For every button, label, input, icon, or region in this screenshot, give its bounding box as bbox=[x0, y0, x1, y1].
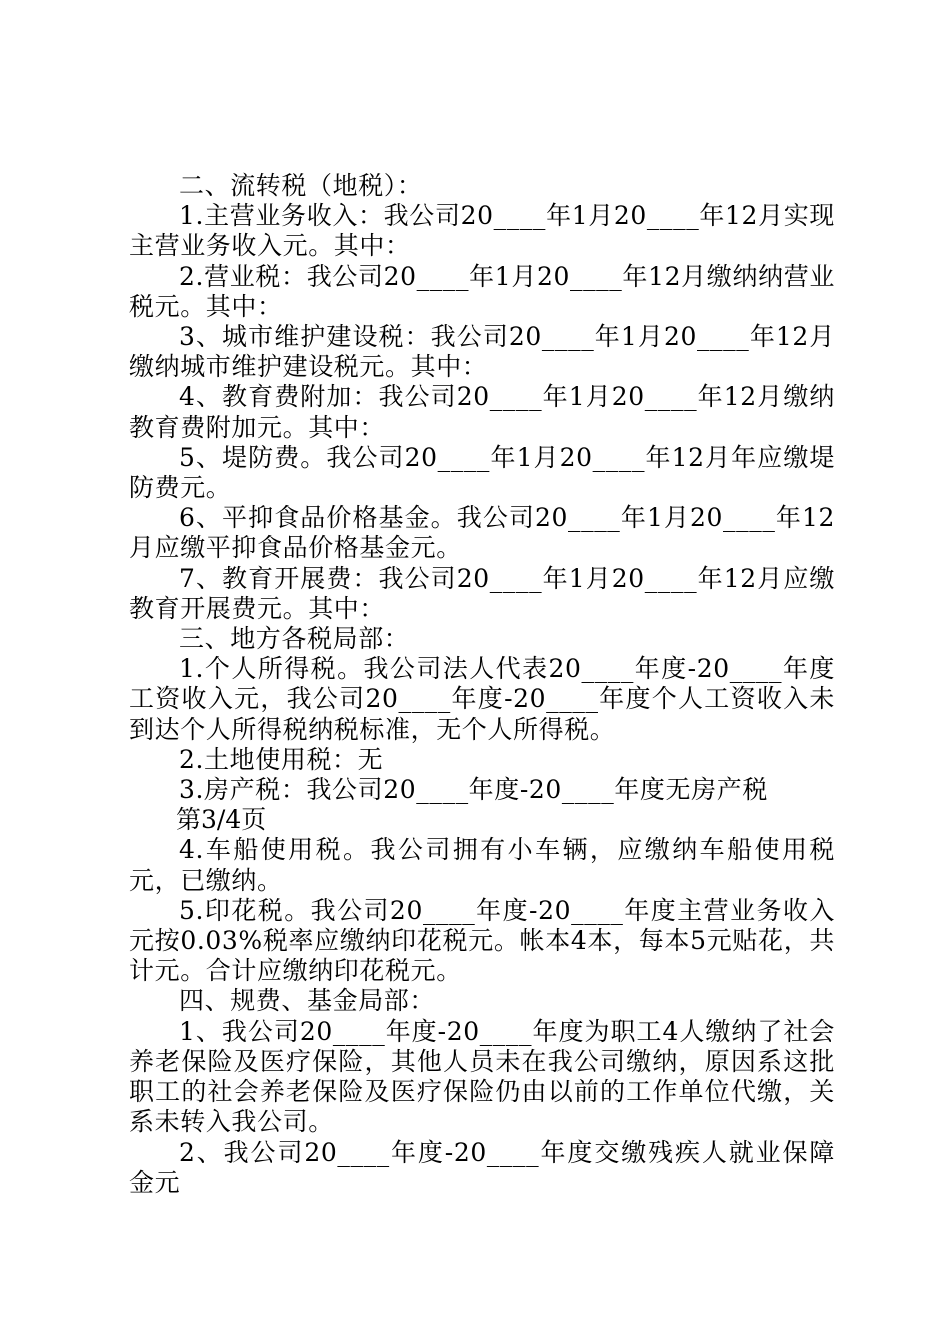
paragraph-urban-construction-tax: 3、城市维护建设税：我公司20____年1月20____年12月缴纳城市维护建设税元。其中： bbox=[129, 322, 835, 382]
paragraph-main-business-income: 1.主营业务收入：我公司20____年1月20____年12月实现主营业务收入元。其中： bbox=[129, 201, 835, 261]
paragraph-personal-income-tax: 1.个人所得税。我公司法人代表20____年度-20____年度工资收入元，我公司20____年度-20____年度个人工资收入未到达个人所得税纳税标准，无个人所得税。 bbox=[129, 654, 835, 744]
paragraph-social-insurance: 1、我公司20____年度-20____年度为职工4人缴纳了社会养老保险及医疗保险，其他人员未在我公司缴纳，原因系这批职工的社会养老保险及医疗保险仍由以前的工作单位代缴，关系未转入我公司。 bbox=[129, 1016, 835, 1137]
section-heading-fees-funds: 四、规费、基金局部： bbox=[179, 986, 436, 1016]
paragraph-education-surcharge: 4、教育费附加：我公司20____年1月20____年12月缴纳教育费附加元。其中： bbox=[129, 382, 835, 442]
paragraph-property-tax: 3.房产税：我公司20____年度-20____年度无房产税 bbox=[179, 775, 768, 805]
paragraph-vehicle-tax: 4.车船使用税。我公司拥有小车辆，应缴纳车船使用税元，已缴纳。 bbox=[129, 835, 835, 895]
paragraph-business-tax: 2.营业税：我公司20____年1月20____年12月缴纳纳营业税元。其中： bbox=[129, 261, 835, 321]
paragraph-land-use-tax: 2.土地使用税：无 bbox=[179, 744, 384, 774]
section-heading-local-taxes: 三、地方各税局部： bbox=[179, 624, 410, 654]
document-page bbox=[129, 171, 835, 1198]
paragraph-food-price-fund: 6、平抑食品价格基金。我公司20____年1月20____年12月应缴平抑食品价格基金元。 bbox=[129, 503, 835, 563]
page-number: 第3/4页 bbox=[176, 805, 267, 835]
section-heading-turnover-tax: 二、流转税（地税）： bbox=[179, 171, 423, 200]
paragraph-embankment-fee: 5、堤防费。我公司20____年1月20____年12月年应缴堤防费元。 bbox=[129, 442, 835, 503]
paragraph-education-development-fee: 7、教育开展费：我公司20____年1月20____年12月应缴教育开展费元。其中： bbox=[129, 563, 835, 623]
paragraph-stamp-tax: 5.印花税。我公司20____年度-20____年度主营业务收入元按0.03%税率应缴纳印花税元。帐本4本，每本5元贴花，共计元。合计应缴纳印花税元。 bbox=[129, 895, 835, 986]
paragraph-disability-fund: 2、我公司20____年度-20____年度交缴残疾人就业保障金元 bbox=[129, 1137, 835, 1197]
